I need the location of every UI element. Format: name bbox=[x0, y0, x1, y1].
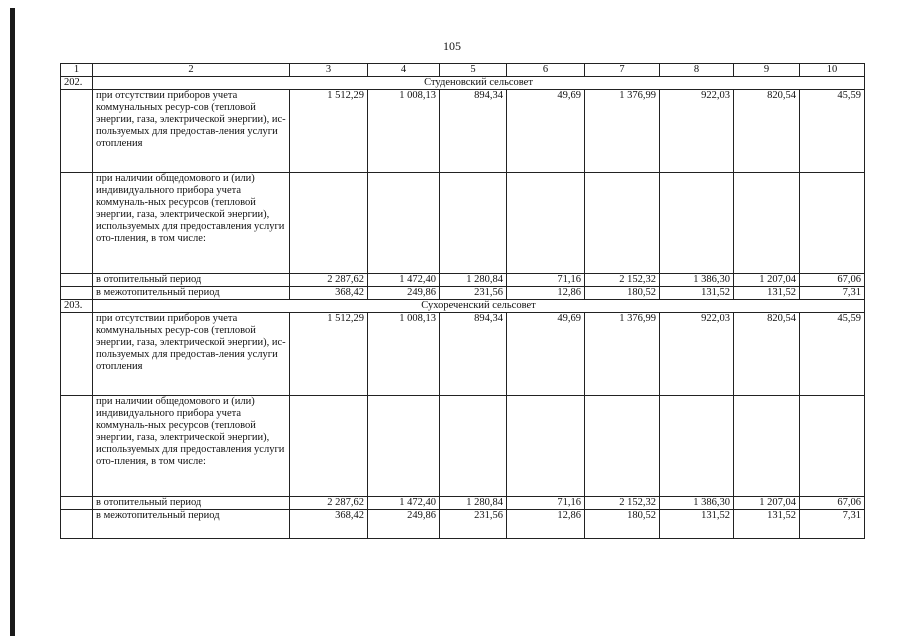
column-header: 9 bbox=[734, 64, 800, 77]
value-cell: 1 386,30 bbox=[660, 274, 734, 287]
value-cell bbox=[734, 173, 800, 274]
value-cell: 2 287,62 bbox=[290, 497, 368, 510]
value-cell: 1 376,99 bbox=[585, 313, 660, 396]
value-cell: 368,42 bbox=[290, 510, 368, 539]
value-cell: 180,52 bbox=[585, 287, 660, 300]
value-cell: 131,52 bbox=[734, 287, 800, 300]
table-row bbox=[61, 90, 865, 173]
value-cell: 49,69 bbox=[507, 90, 585, 173]
value-cell: 894,34 bbox=[440, 90, 507, 173]
value-cell: 820,54 bbox=[734, 90, 800, 173]
value-cell bbox=[440, 396, 507, 497]
row-code-cell bbox=[61, 497, 93, 510]
column-header: 3 bbox=[290, 64, 368, 77]
value-cell: 45,59 bbox=[800, 90, 865, 173]
value-cell bbox=[368, 396, 440, 497]
row-label: в межотопительный период bbox=[93, 287, 290, 300]
value-cell: 249,86 bbox=[368, 510, 440, 539]
row-code-cell bbox=[61, 274, 93, 287]
value-cell: 1 008,13 bbox=[368, 313, 440, 396]
value-cell: 1 512,29 bbox=[290, 90, 368, 173]
section-name: Сухореченский сельсовет bbox=[93, 300, 865, 313]
column-number-row bbox=[61, 64, 865, 77]
value-cell bbox=[507, 396, 585, 497]
table-row bbox=[61, 313, 865, 396]
column-header: 10 bbox=[800, 64, 865, 77]
value-cell: 131,52 bbox=[660, 287, 734, 300]
value-cell: 1 207,04 bbox=[734, 497, 800, 510]
value-cell bbox=[507, 173, 585, 274]
value-cell: 231,56 bbox=[440, 287, 507, 300]
value-cell: 180,52 bbox=[585, 510, 660, 539]
section-header-row bbox=[61, 77, 865, 90]
value-cell: 45,59 bbox=[800, 313, 865, 396]
row-code-cell bbox=[61, 510, 93, 539]
value-cell bbox=[585, 396, 660, 497]
row-label: при наличии общедомового и (или) индивидуального прибора учета коммуналь-ных ресурсов (тепловой энергии, газа, электрической энергии), используемых для предоставления услуги ото-пления, в том числе: bbox=[93, 173, 290, 274]
column-header: 4 bbox=[368, 64, 440, 77]
value-cell: 1 280,84 bbox=[440, 497, 507, 510]
value-cell bbox=[368, 173, 440, 274]
value-cell: 1 512,29 bbox=[290, 313, 368, 396]
row-label: в отопительный период bbox=[93, 497, 290, 510]
column-header: 5 bbox=[440, 64, 507, 77]
column-header: 1 bbox=[61, 64, 93, 77]
value-cell: 249,86 bbox=[368, 287, 440, 300]
value-cell: 7,31 bbox=[800, 510, 865, 539]
value-cell bbox=[290, 173, 368, 274]
value-cell bbox=[660, 396, 734, 497]
row-code-cell bbox=[61, 90, 93, 173]
value-cell bbox=[290, 396, 368, 497]
value-cell: 12,86 bbox=[507, 510, 585, 539]
section-code: 203. bbox=[61, 300, 93, 313]
column-header: 8 bbox=[660, 64, 734, 77]
value-cell: 2 152,32 bbox=[585, 497, 660, 510]
row-code-cell bbox=[61, 313, 93, 396]
column-header: 7 bbox=[585, 64, 660, 77]
value-cell: 820,54 bbox=[734, 313, 800, 396]
value-cell: 71,16 bbox=[507, 274, 585, 287]
value-cell: 67,06 bbox=[800, 497, 865, 510]
section-code: 202. bbox=[61, 77, 93, 90]
value-cell bbox=[660, 173, 734, 274]
value-cell: 368,42 bbox=[290, 287, 368, 300]
section-name: Студеновский сельсовет bbox=[93, 77, 865, 90]
value-cell: 2 152,32 bbox=[585, 274, 660, 287]
value-cell: 1 386,30 bbox=[660, 497, 734, 510]
value-cell bbox=[800, 173, 865, 274]
value-cell bbox=[734, 396, 800, 497]
value-cell: 1 472,40 bbox=[368, 274, 440, 287]
value-cell: 67,06 bbox=[800, 274, 865, 287]
section-header-row bbox=[61, 300, 865, 313]
value-cell bbox=[800, 396, 865, 497]
value-cell bbox=[585, 173, 660, 274]
table-row bbox=[61, 173, 865, 274]
row-label: в отопительный период bbox=[93, 274, 290, 287]
row-label: при отсутствии приборов учета коммунальных ресур-сов (тепловой энергии, газа, электрической энергии), ис-пользуемых для предостав-ления услуги отопления bbox=[93, 90, 290, 173]
tariff-table bbox=[60, 63, 865, 539]
table-row bbox=[61, 497, 865, 510]
value-cell: 1 376,99 bbox=[585, 90, 660, 173]
value-cell: 7,31 bbox=[800, 287, 865, 300]
row-code-cell bbox=[61, 396, 93, 497]
table-row bbox=[61, 396, 865, 497]
row-code-cell bbox=[61, 287, 93, 300]
column-header: 2 bbox=[93, 64, 290, 77]
column-header: 6 bbox=[507, 64, 585, 77]
value-cell: 49,69 bbox=[507, 313, 585, 396]
table-row bbox=[61, 510, 865, 539]
binding-edge bbox=[10, 8, 15, 636]
value-cell: 131,52 bbox=[660, 510, 734, 539]
value-cell: 2 287,62 bbox=[290, 274, 368, 287]
value-cell bbox=[440, 173, 507, 274]
table-row bbox=[61, 287, 865, 300]
row-code-cell bbox=[61, 173, 93, 274]
page-number: 105 bbox=[443, 39, 461, 53]
value-cell: 1 472,40 bbox=[368, 497, 440, 510]
table-row bbox=[61, 274, 865, 287]
value-cell: 1 280,84 bbox=[440, 274, 507, 287]
value-cell: 1 008,13 bbox=[368, 90, 440, 173]
value-cell: 922,03 bbox=[660, 90, 734, 173]
value-cell: 1 207,04 bbox=[734, 274, 800, 287]
row-label: в межотопительный период bbox=[93, 510, 290, 539]
value-cell: 894,34 bbox=[440, 313, 507, 396]
value-cell: 131,52 bbox=[734, 510, 800, 539]
row-label: при отсутствии приборов учета коммунальных ресур-сов (тепловой энергии, газа, электрической энергии), ис-пользуемых для предостав-ления услуги отопления bbox=[93, 313, 290, 396]
value-cell: 922,03 bbox=[660, 313, 734, 396]
row-label: при наличии общедомового и (или) индивидуального прибора учета коммуналь-ных ресурсов (тепловой энергии, газа, электрической энергии), используемых для предоставления услуги ото-пления, в том числе: bbox=[93, 396, 290, 497]
value-cell: 231,56 bbox=[440, 510, 507, 539]
value-cell: 12,86 bbox=[507, 287, 585, 300]
value-cell: 71,16 bbox=[507, 497, 585, 510]
